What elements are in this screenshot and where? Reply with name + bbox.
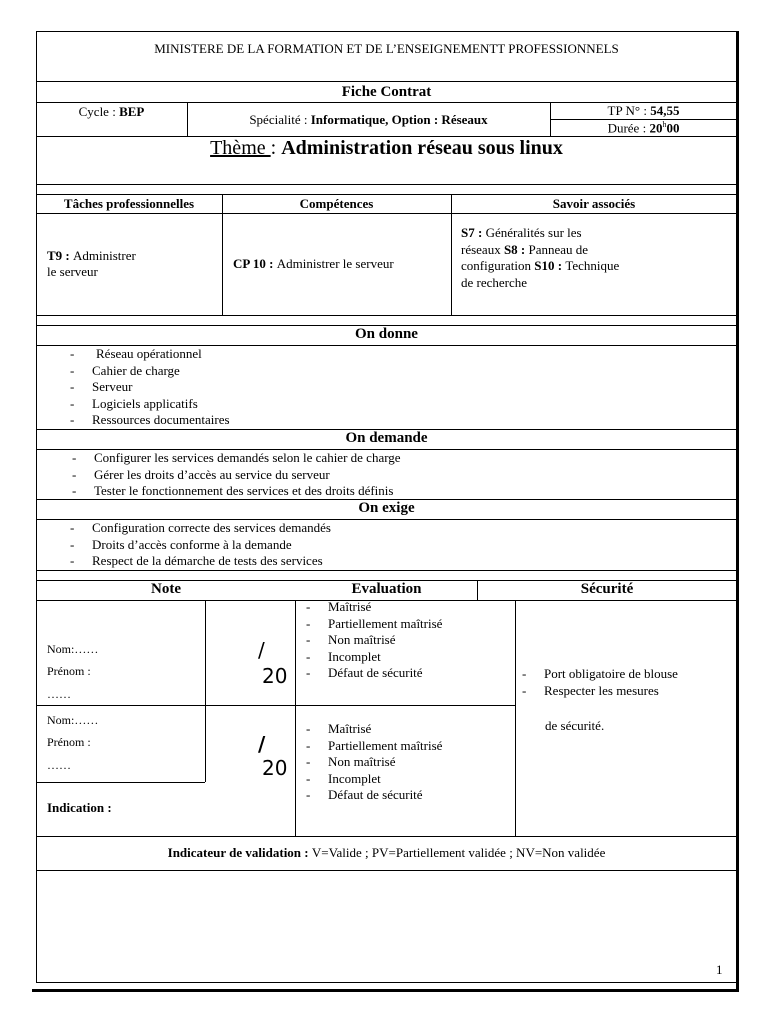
list-item: - Tester le fonctionnement des services et des droits définis bbox=[68, 483, 708, 500]
list-item: - Cahier de charge bbox=[66, 363, 666, 380]
list-item: - Maîtrisé bbox=[302, 721, 512, 738]
score2 bbox=[258, 732, 298, 780]
list-item: - Logiciels applicatifs bbox=[66, 396, 666, 413]
on-exige-title: On exige bbox=[358, 500, 415, 516]
duree-field: Durée : 20$^h$00 bbox=[607, 120, 680, 136]
score1 bbox=[258, 637, 298, 689]
tache-cell: T9 : Administrer le serveur bbox=[47, 248, 136, 279]
header-evaluation: Evaluation bbox=[351, 581, 422, 597]
list-item: - Respect de la démarche de tests des services bbox=[66, 553, 706, 570]
page-number: 1 bbox=[716, 962, 723, 977]
competence-cell: CP 10 : Administrer le serveur bbox=[233, 256, 394, 271]
dots: …… bbox=[47, 758, 71, 772]
securite-continuation: de sécurité. bbox=[545, 718, 605, 733]
indication-label: Indication : bbox=[47, 800, 112, 815]
list-item: - Non maîtrisé bbox=[302, 754, 512, 771]
list-item: - Gérer les droits d’accès au service du serveur bbox=[68, 467, 708, 484]
nom-field: Nom:…… bbox=[47, 713, 99, 727]
list-item: - Ressources documentaires bbox=[66, 412, 666, 429]
list-item: - Partiellement maîtrisé bbox=[302, 616, 512, 633]
header-competences: Compétences bbox=[299, 196, 374, 211]
list-item: - Incomplet bbox=[302, 771, 512, 788]
evaluation-criteria-2 bbox=[302, 721, 512, 804]
on-demande-list bbox=[68, 450, 708, 500]
cycle-field: Cycle : BEP bbox=[78, 104, 145, 119]
tp-number: TP N° : 54,55 bbox=[607, 103, 680, 118]
frame-bottom-rule bbox=[32, 989, 739, 992]
specialite-field: Spécialité : Informatique, Option : Réseaux bbox=[249, 112, 488, 127]
on-demande-title: On demande bbox=[345, 430, 428, 446]
header-note: Note bbox=[151, 581, 181, 597]
score-max: 20 bbox=[262, 664, 288, 688]
list-item: - Défaut de sécurité bbox=[302, 787, 512, 804]
header-savoir: Savoir associés bbox=[552, 196, 636, 211]
ministry-title: MINISTERE DE LA FORMATION ET DE L’ENSEIGNEMENTT PROFESSIONNELS bbox=[154, 41, 619, 56]
student2-identity bbox=[47, 708, 197, 778]
prenom-field: Prénom : bbox=[47, 735, 91, 749]
list-item: - Réseau opérationnel bbox=[66, 346, 666, 363]
list-item: - Serveur bbox=[66, 379, 666, 396]
list-item: - Partiellement maîtrisé bbox=[302, 738, 512, 755]
securite-list bbox=[518, 666, 733, 699]
header-securite: Sécurité bbox=[580, 581, 634, 597]
list-item: - Non maîtrisé bbox=[302, 632, 512, 649]
score-max: 20 bbox=[262, 756, 288, 780]
student1-identity bbox=[47, 637, 197, 707]
fiche-title: Fiche Contrat bbox=[341, 84, 432, 100]
list-item: - Droits d’accès conforme à la demande bbox=[66, 537, 706, 554]
on-exige-list bbox=[66, 520, 706, 570]
score-slash: / bbox=[258, 638, 265, 662]
theme-line: Thème : Administration réseau sous linux bbox=[210, 137, 563, 159]
validation-indicator: Indicateur de validation : V=Valide ; PV=Partiellement validée ; NV=Non validée bbox=[167, 845, 606, 860]
list-item: - Port obligatoire de blouse bbox=[518, 666, 733, 683]
score-slash: / bbox=[258, 732, 266, 756]
list-item: - Configuration correcte des services demandés bbox=[66, 520, 706, 537]
nom-field: Nom:…… bbox=[47, 642, 99, 656]
prenom-field: Prénom : bbox=[47, 664, 91, 678]
list-item: - Respecter les mesures bbox=[518, 683, 733, 700]
list-item: - Maîtrisé bbox=[302, 599, 512, 616]
list-item: - Incomplet bbox=[302, 649, 512, 666]
header-taches: Tâches professionnelles bbox=[63, 196, 195, 211]
list-item: - Configurer les services demandés selon le cahier de charge bbox=[68, 450, 708, 467]
list-item: - Défaut de sécurité bbox=[302, 665, 512, 682]
evaluation-criteria-1 bbox=[302, 599, 512, 682]
dots: …… bbox=[47, 687, 71, 701]
on-donne-list bbox=[66, 346, 666, 429]
on-donne-title: On donne bbox=[355, 326, 418, 342]
savoir-cell: S7 : Généralités sur les réseaux S8 : Panneau de configuration S10 : Technique de recherche bbox=[461, 225, 620, 290]
